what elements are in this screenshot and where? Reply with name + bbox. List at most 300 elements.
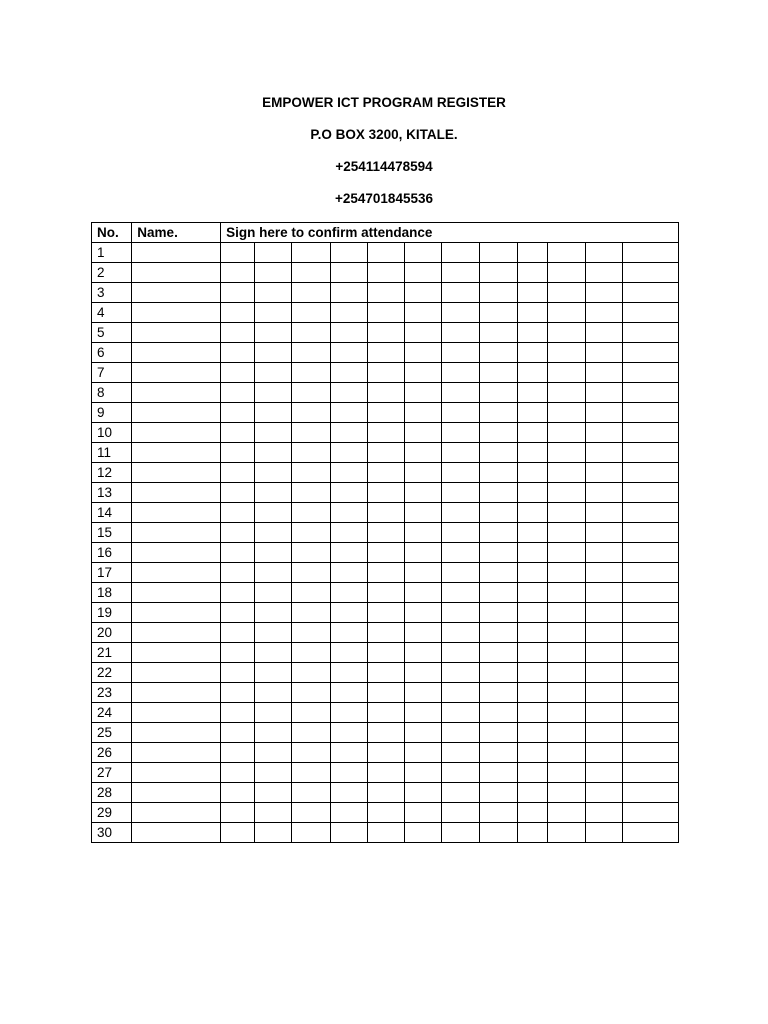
name-cell[interactable] — [132, 483, 221, 503]
signature-cell[interactable] — [480, 483, 517, 503]
signature-cell[interactable] — [517, 583, 547, 603]
signature-cell[interactable] — [221, 343, 255, 363]
signature-cell[interactable] — [221, 803, 255, 823]
signature-cell[interactable] — [517, 643, 547, 663]
signature-cell[interactable] — [405, 303, 442, 323]
signature-cell[interactable] — [442, 343, 480, 363]
signature-cell[interactable] — [221, 283, 255, 303]
name-cell[interactable] — [132, 583, 221, 603]
signature-cell[interactable] — [442, 603, 480, 623]
signature-cell[interactable] — [367, 463, 404, 483]
signature-cell[interactable] — [292, 763, 330, 783]
signature-cell[interactable] — [292, 403, 330, 423]
signature-cell[interactable] — [585, 483, 622, 503]
signature-cell[interactable] — [442, 763, 480, 783]
signature-cell[interactable] — [292, 723, 330, 743]
signature-cell[interactable] — [585, 703, 622, 723]
signature-cell[interactable] — [221, 783, 255, 803]
signature-cell[interactable] — [517, 683, 547, 703]
signature-cell[interactable] — [547, 563, 585, 583]
signature-cell[interactable] — [367, 383, 404, 403]
signature-cell[interactable] — [221, 683, 255, 703]
signature-cell[interactable] — [585, 383, 622, 403]
signature-cell[interactable] — [221, 363, 255, 383]
signature-cell[interactable] — [292, 443, 330, 463]
signature-cell[interactable] — [480, 763, 517, 783]
signature-cell[interactable] — [221, 823, 255, 843]
signature-cell[interactable] — [585, 463, 622, 483]
signature-cell[interactable] — [547, 383, 585, 403]
signature-cell[interactable] — [330, 523, 367, 543]
signature-cell[interactable] — [442, 663, 480, 683]
signature-cell[interactable] — [330, 363, 367, 383]
signature-cell[interactable] — [367, 263, 404, 283]
signature-cell[interactable] — [255, 603, 292, 623]
signature-cell[interactable] — [585, 803, 622, 823]
signature-cell[interactable] — [442, 423, 480, 443]
signature-cell[interactable] — [405, 463, 442, 483]
signature-cell[interactable] — [585, 363, 622, 383]
signature-cell[interactable] — [623, 743, 679, 763]
signature-cell[interactable] — [221, 623, 255, 643]
signature-cell[interactable] — [255, 503, 292, 523]
signature-cell[interactable] — [517, 503, 547, 523]
signature-cell[interactable] — [405, 623, 442, 643]
signature-cell[interactable] — [517, 823, 547, 843]
signature-cell[interactable] — [221, 723, 255, 743]
signature-cell[interactable] — [330, 783, 367, 803]
signature-cell[interactable] — [367, 423, 404, 443]
signature-cell[interactable] — [367, 663, 404, 683]
name-cell[interactable] — [132, 323, 221, 343]
signature-cell[interactable] — [255, 463, 292, 483]
signature-cell[interactable] — [442, 383, 480, 403]
signature-cell[interactable] — [623, 643, 679, 663]
signature-cell[interactable] — [367, 783, 404, 803]
signature-cell[interactable] — [367, 703, 404, 723]
signature-cell[interactable] — [517, 543, 547, 563]
signature-cell[interactable] — [367, 563, 404, 583]
signature-cell[interactable] — [480, 363, 517, 383]
signature-cell[interactable] — [480, 383, 517, 403]
signature-cell[interactable] — [623, 823, 679, 843]
signature-cell[interactable] — [623, 483, 679, 503]
signature-cell[interactable] — [585, 663, 622, 683]
signature-cell[interactable] — [221, 383, 255, 403]
signature-cell[interactable] — [517, 283, 547, 303]
signature-cell[interactable] — [255, 363, 292, 383]
signature-cell[interactable] — [547, 443, 585, 463]
signature-cell[interactable] — [221, 663, 255, 683]
signature-cell[interactable] — [367, 523, 404, 543]
name-cell[interactable] — [132, 623, 221, 643]
signature-cell[interactable] — [623, 803, 679, 823]
name-cell[interactable] — [132, 803, 221, 823]
signature-cell[interactable] — [442, 583, 480, 603]
signature-cell[interactable] — [480, 443, 517, 463]
signature-cell[interactable] — [221, 603, 255, 623]
signature-cell[interactable] — [367, 283, 404, 303]
signature-cell[interactable] — [517, 483, 547, 503]
signature-cell[interactable] — [292, 423, 330, 443]
signature-cell[interactable] — [255, 783, 292, 803]
signature-cell[interactable] — [330, 563, 367, 583]
signature-cell[interactable] — [330, 383, 367, 403]
signature-cell[interactable] — [405, 243, 442, 263]
signature-cell[interactable] — [517, 703, 547, 723]
signature-cell[interactable] — [623, 383, 679, 403]
signature-cell[interactable] — [547, 783, 585, 803]
signature-cell[interactable] — [623, 263, 679, 283]
signature-cell[interactable] — [367, 643, 404, 663]
signature-cell[interactable] — [367, 603, 404, 623]
signature-cell[interactable] — [442, 623, 480, 643]
signature-cell[interactable] — [547, 403, 585, 423]
signature-cell[interactable] — [330, 803, 367, 823]
signature-cell[interactable] — [585, 283, 622, 303]
signature-cell[interactable] — [405, 343, 442, 363]
signature-cell[interactable] — [480, 703, 517, 723]
signature-cell[interactable] — [623, 723, 679, 743]
signature-cell[interactable] — [255, 303, 292, 323]
signature-cell[interactable] — [292, 663, 330, 683]
signature-cell[interactable] — [547, 803, 585, 823]
signature-cell[interactable] — [405, 763, 442, 783]
signature-cell[interactable] — [367, 343, 404, 363]
signature-cell[interactable] — [255, 563, 292, 583]
signature-cell[interactable] — [221, 263, 255, 283]
signature-cell[interactable] — [255, 283, 292, 303]
signature-cell[interactable] — [292, 263, 330, 283]
signature-cell[interactable] — [480, 263, 517, 283]
signature-cell[interactable] — [442, 683, 480, 703]
name-cell[interactable] — [132, 283, 221, 303]
signature-cell[interactable] — [442, 263, 480, 283]
signature-cell[interactable] — [517, 263, 547, 283]
signature-cell[interactable] — [442, 243, 480, 263]
signature-cell[interactable] — [480, 403, 517, 423]
signature-cell[interactable] — [623, 543, 679, 563]
name-cell[interactable] — [132, 363, 221, 383]
signature-cell[interactable] — [480, 723, 517, 743]
signature-cell[interactable] — [623, 403, 679, 423]
signature-cell[interactable] — [547, 483, 585, 503]
signature-cell[interactable] — [517, 763, 547, 783]
signature-cell[interactable] — [367, 403, 404, 423]
signature-cell[interactable] — [480, 423, 517, 443]
signature-cell[interactable] — [405, 723, 442, 743]
signature-cell[interactable] — [623, 343, 679, 363]
signature-cell[interactable] — [517, 783, 547, 803]
signature-cell[interactable] — [221, 243, 255, 263]
name-cell[interactable] — [132, 303, 221, 323]
name-cell[interactable] — [132, 263, 221, 283]
signature-cell[interactable] — [585, 723, 622, 743]
name-cell[interactable] — [132, 463, 221, 483]
signature-cell[interactable] — [517, 563, 547, 583]
signature-cell[interactable] — [255, 663, 292, 683]
signature-cell[interactable] — [405, 543, 442, 563]
name-cell[interactable] — [132, 743, 221, 763]
signature-cell[interactable] — [330, 543, 367, 563]
signature-cell[interactable] — [330, 683, 367, 703]
signature-cell[interactable] — [480, 463, 517, 483]
signature-cell[interactable] — [547, 283, 585, 303]
signature-cell[interactable] — [255, 343, 292, 363]
signature-cell[interactable] — [547, 503, 585, 523]
signature-cell[interactable] — [330, 663, 367, 683]
signature-cell[interactable] — [255, 383, 292, 403]
signature-cell[interactable] — [405, 323, 442, 343]
signature-cell[interactable] — [255, 723, 292, 743]
signature-cell[interactable] — [547, 643, 585, 663]
signature-cell[interactable] — [405, 363, 442, 383]
signature-cell[interactable] — [405, 503, 442, 523]
signature-cell[interactable] — [292, 583, 330, 603]
signature-cell[interactable] — [405, 783, 442, 803]
signature-cell[interactable] — [442, 703, 480, 723]
signature-cell[interactable] — [480, 783, 517, 803]
signature-cell[interactable] — [517, 343, 547, 363]
signature-cell[interactable] — [367, 503, 404, 523]
signature-cell[interactable] — [442, 363, 480, 383]
signature-cell[interactable] — [292, 463, 330, 483]
signature-cell[interactable] — [330, 423, 367, 443]
name-cell[interactable] — [132, 543, 221, 563]
signature-cell[interactable] — [405, 583, 442, 603]
signature-cell[interactable] — [221, 323, 255, 343]
signature-cell[interactable] — [221, 483, 255, 503]
signature-cell[interactable] — [480, 283, 517, 303]
signature-cell[interactable] — [292, 303, 330, 323]
signature-cell[interactable] — [221, 743, 255, 763]
signature-cell[interactable] — [255, 423, 292, 443]
signature-cell[interactable] — [585, 443, 622, 463]
signature-cell[interactable] — [330, 623, 367, 643]
signature-cell[interactable] — [330, 723, 367, 743]
signature-cell[interactable] — [517, 463, 547, 483]
signature-cell[interactable] — [517, 423, 547, 443]
name-cell[interactable] — [132, 383, 221, 403]
signature-cell[interactable] — [547, 363, 585, 383]
signature-cell[interactable] — [623, 463, 679, 483]
signature-cell[interactable] — [517, 623, 547, 643]
signature-cell[interactable] — [255, 523, 292, 543]
signature-cell[interactable] — [480, 803, 517, 823]
signature-cell[interactable] — [405, 823, 442, 843]
signature-cell[interactable] — [442, 283, 480, 303]
signature-cell[interactable] — [330, 643, 367, 663]
signature-cell[interactable] — [585, 323, 622, 343]
signature-cell[interactable] — [292, 363, 330, 383]
signature-cell[interactable] — [292, 343, 330, 363]
signature-cell[interactable] — [405, 423, 442, 443]
signature-cell[interactable] — [255, 803, 292, 823]
signature-cell[interactable] — [547, 603, 585, 623]
signature-cell[interactable] — [585, 683, 622, 703]
signature-cell[interactable] — [221, 423, 255, 443]
name-cell[interactable] — [132, 243, 221, 263]
name-cell[interactable] — [132, 683, 221, 703]
signature-cell[interactable] — [292, 823, 330, 843]
signature-cell[interactable] — [255, 743, 292, 763]
signature-cell[interactable] — [330, 463, 367, 483]
signature-cell[interactable] — [480, 643, 517, 663]
signature-cell[interactable] — [585, 783, 622, 803]
signature-cell[interactable] — [292, 803, 330, 823]
name-cell[interactable] — [132, 763, 221, 783]
signature-cell[interactable] — [517, 663, 547, 683]
signature-cell[interactable] — [292, 543, 330, 563]
signature-cell[interactable] — [442, 483, 480, 503]
signature-cell[interactable] — [517, 803, 547, 823]
signature-cell[interactable] — [330, 243, 367, 263]
signature-cell[interactable] — [405, 523, 442, 543]
signature-cell[interactable] — [221, 703, 255, 723]
signature-cell[interactable] — [623, 523, 679, 543]
signature-cell[interactable] — [405, 283, 442, 303]
signature-cell[interactable] — [221, 463, 255, 483]
signature-cell[interactable] — [585, 623, 622, 643]
signature-cell[interactable] — [330, 823, 367, 843]
signature-cell[interactable] — [221, 763, 255, 783]
signature-cell[interactable] — [517, 403, 547, 423]
signature-cell[interactable] — [367, 363, 404, 383]
signature-cell[interactable] — [442, 303, 480, 323]
signature-cell[interactable] — [255, 583, 292, 603]
signature-cell[interactable] — [517, 723, 547, 743]
signature-cell[interactable] — [585, 603, 622, 623]
name-cell[interactable] — [132, 723, 221, 743]
signature-cell[interactable] — [517, 743, 547, 763]
signature-cell[interactable] — [292, 703, 330, 723]
signature-cell[interactable] — [367, 803, 404, 823]
signature-cell[interactable] — [480, 583, 517, 603]
signature-cell[interactable] — [442, 563, 480, 583]
signature-cell[interactable] — [255, 683, 292, 703]
signature-cell[interactable] — [405, 803, 442, 823]
signature-cell[interactable] — [623, 323, 679, 343]
signature-cell[interactable] — [367, 583, 404, 603]
signature-cell[interactable] — [547, 683, 585, 703]
signature-cell[interactable] — [480, 543, 517, 563]
signature-cell[interactable] — [292, 683, 330, 703]
signature-cell[interactable] — [480, 503, 517, 523]
signature-cell[interactable] — [623, 703, 679, 723]
signature-cell[interactable] — [405, 743, 442, 763]
signature-cell[interactable] — [330, 403, 367, 423]
signature-cell[interactable] — [405, 563, 442, 583]
signature-cell[interactable] — [330, 603, 367, 623]
signature-cell[interactable] — [547, 823, 585, 843]
signature-cell[interactable] — [367, 243, 404, 263]
signature-cell[interactable] — [442, 323, 480, 343]
signature-cell[interactable] — [480, 743, 517, 763]
signature-cell[interactable] — [330, 743, 367, 763]
signature-cell[interactable] — [517, 363, 547, 383]
signature-cell[interactable] — [255, 443, 292, 463]
signature-cell[interactable] — [405, 643, 442, 663]
signature-cell[interactable] — [517, 323, 547, 343]
signature-cell[interactable] — [367, 323, 404, 343]
signature-cell[interactable] — [623, 243, 679, 263]
signature-cell[interactable] — [255, 703, 292, 723]
signature-cell[interactable] — [221, 583, 255, 603]
signature-cell[interactable] — [292, 603, 330, 623]
signature-cell[interactable] — [292, 503, 330, 523]
signature-cell[interactable] — [255, 643, 292, 663]
signature-cell[interactable] — [255, 623, 292, 643]
signature-cell[interactable] — [330, 703, 367, 723]
signature-cell[interactable] — [292, 743, 330, 763]
signature-cell[interactable] — [221, 303, 255, 323]
signature-cell[interactable] — [585, 423, 622, 443]
signature-cell[interactable] — [623, 783, 679, 803]
signature-cell[interactable] — [585, 403, 622, 423]
name-cell[interactable] — [132, 703, 221, 723]
signature-cell[interactable] — [442, 523, 480, 543]
signature-cell[interactable] — [623, 303, 679, 323]
signature-cell[interactable] — [255, 763, 292, 783]
signature-cell[interactable] — [547, 463, 585, 483]
signature-cell[interactable] — [442, 403, 480, 423]
signature-cell[interactable] — [585, 343, 622, 363]
name-cell[interactable] — [132, 523, 221, 543]
signature-cell[interactable] — [255, 323, 292, 343]
signature-cell[interactable] — [480, 343, 517, 363]
signature-cell[interactable] — [547, 323, 585, 343]
signature-cell[interactable] — [330, 763, 367, 783]
signature-cell[interactable] — [330, 283, 367, 303]
signature-cell[interactable] — [585, 743, 622, 763]
signature-cell[interactable] — [547, 763, 585, 783]
signature-cell[interactable] — [330, 263, 367, 283]
signature-cell[interactable] — [517, 243, 547, 263]
name-cell[interactable] — [132, 403, 221, 423]
signature-cell[interactable] — [367, 723, 404, 743]
signature-cell[interactable] — [405, 263, 442, 283]
signature-cell[interactable] — [292, 323, 330, 343]
name-cell[interactable] — [132, 643, 221, 663]
signature-cell[interactable] — [623, 763, 679, 783]
signature-cell[interactable] — [585, 543, 622, 563]
signature-cell[interactable] — [292, 283, 330, 303]
signature-cell[interactable] — [547, 623, 585, 643]
signature-cell[interactable] — [480, 663, 517, 683]
signature-cell[interactable] — [623, 443, 679, 463]
signature-cell[interactable] — [547, 423, 585, 443]
signature-cell[interactable] — [292, 523, 330, 543]
signature-cell[interactable] — [480, 683, 517, 703]
signature-cell[interactable] — [480, 303, 517, 323]
signature-cell[interactable] — [547, 523, 585, 543]
signature-cell[interactable] — [367, 683, 404, 703]
signature-cell[interactable] — [255, 483, 292, 503]
signature-cell[interactable] — [442, 743, 480, 763]
signature-cell[interactable] — [330, 303, 367, 323]
signature-cell[interactable] — [547, 703, 585, 723]
signature-cell[interactable] — [442, 803, 480, 823]
signature-cell[interactable] — [292, 243, 330, 263]
signature-cell[interactable] — [442, 543, 480, 563]
name-cell[interactable] — [132, 663, 221, 683]
signature-cell[interactable] — [547, 543, 585, 563]
signature-cell[interactable] — [517, 303, 547, 323]
signature-cell[interactable] — [255, 263, 292, 283]
signature-cell[interactable] — [255, 243, 292, 263]
signature-cell[interactable] — [442, 823, 480, 843]
signature-cell[interactable] — [330, 583, 367, 603]
